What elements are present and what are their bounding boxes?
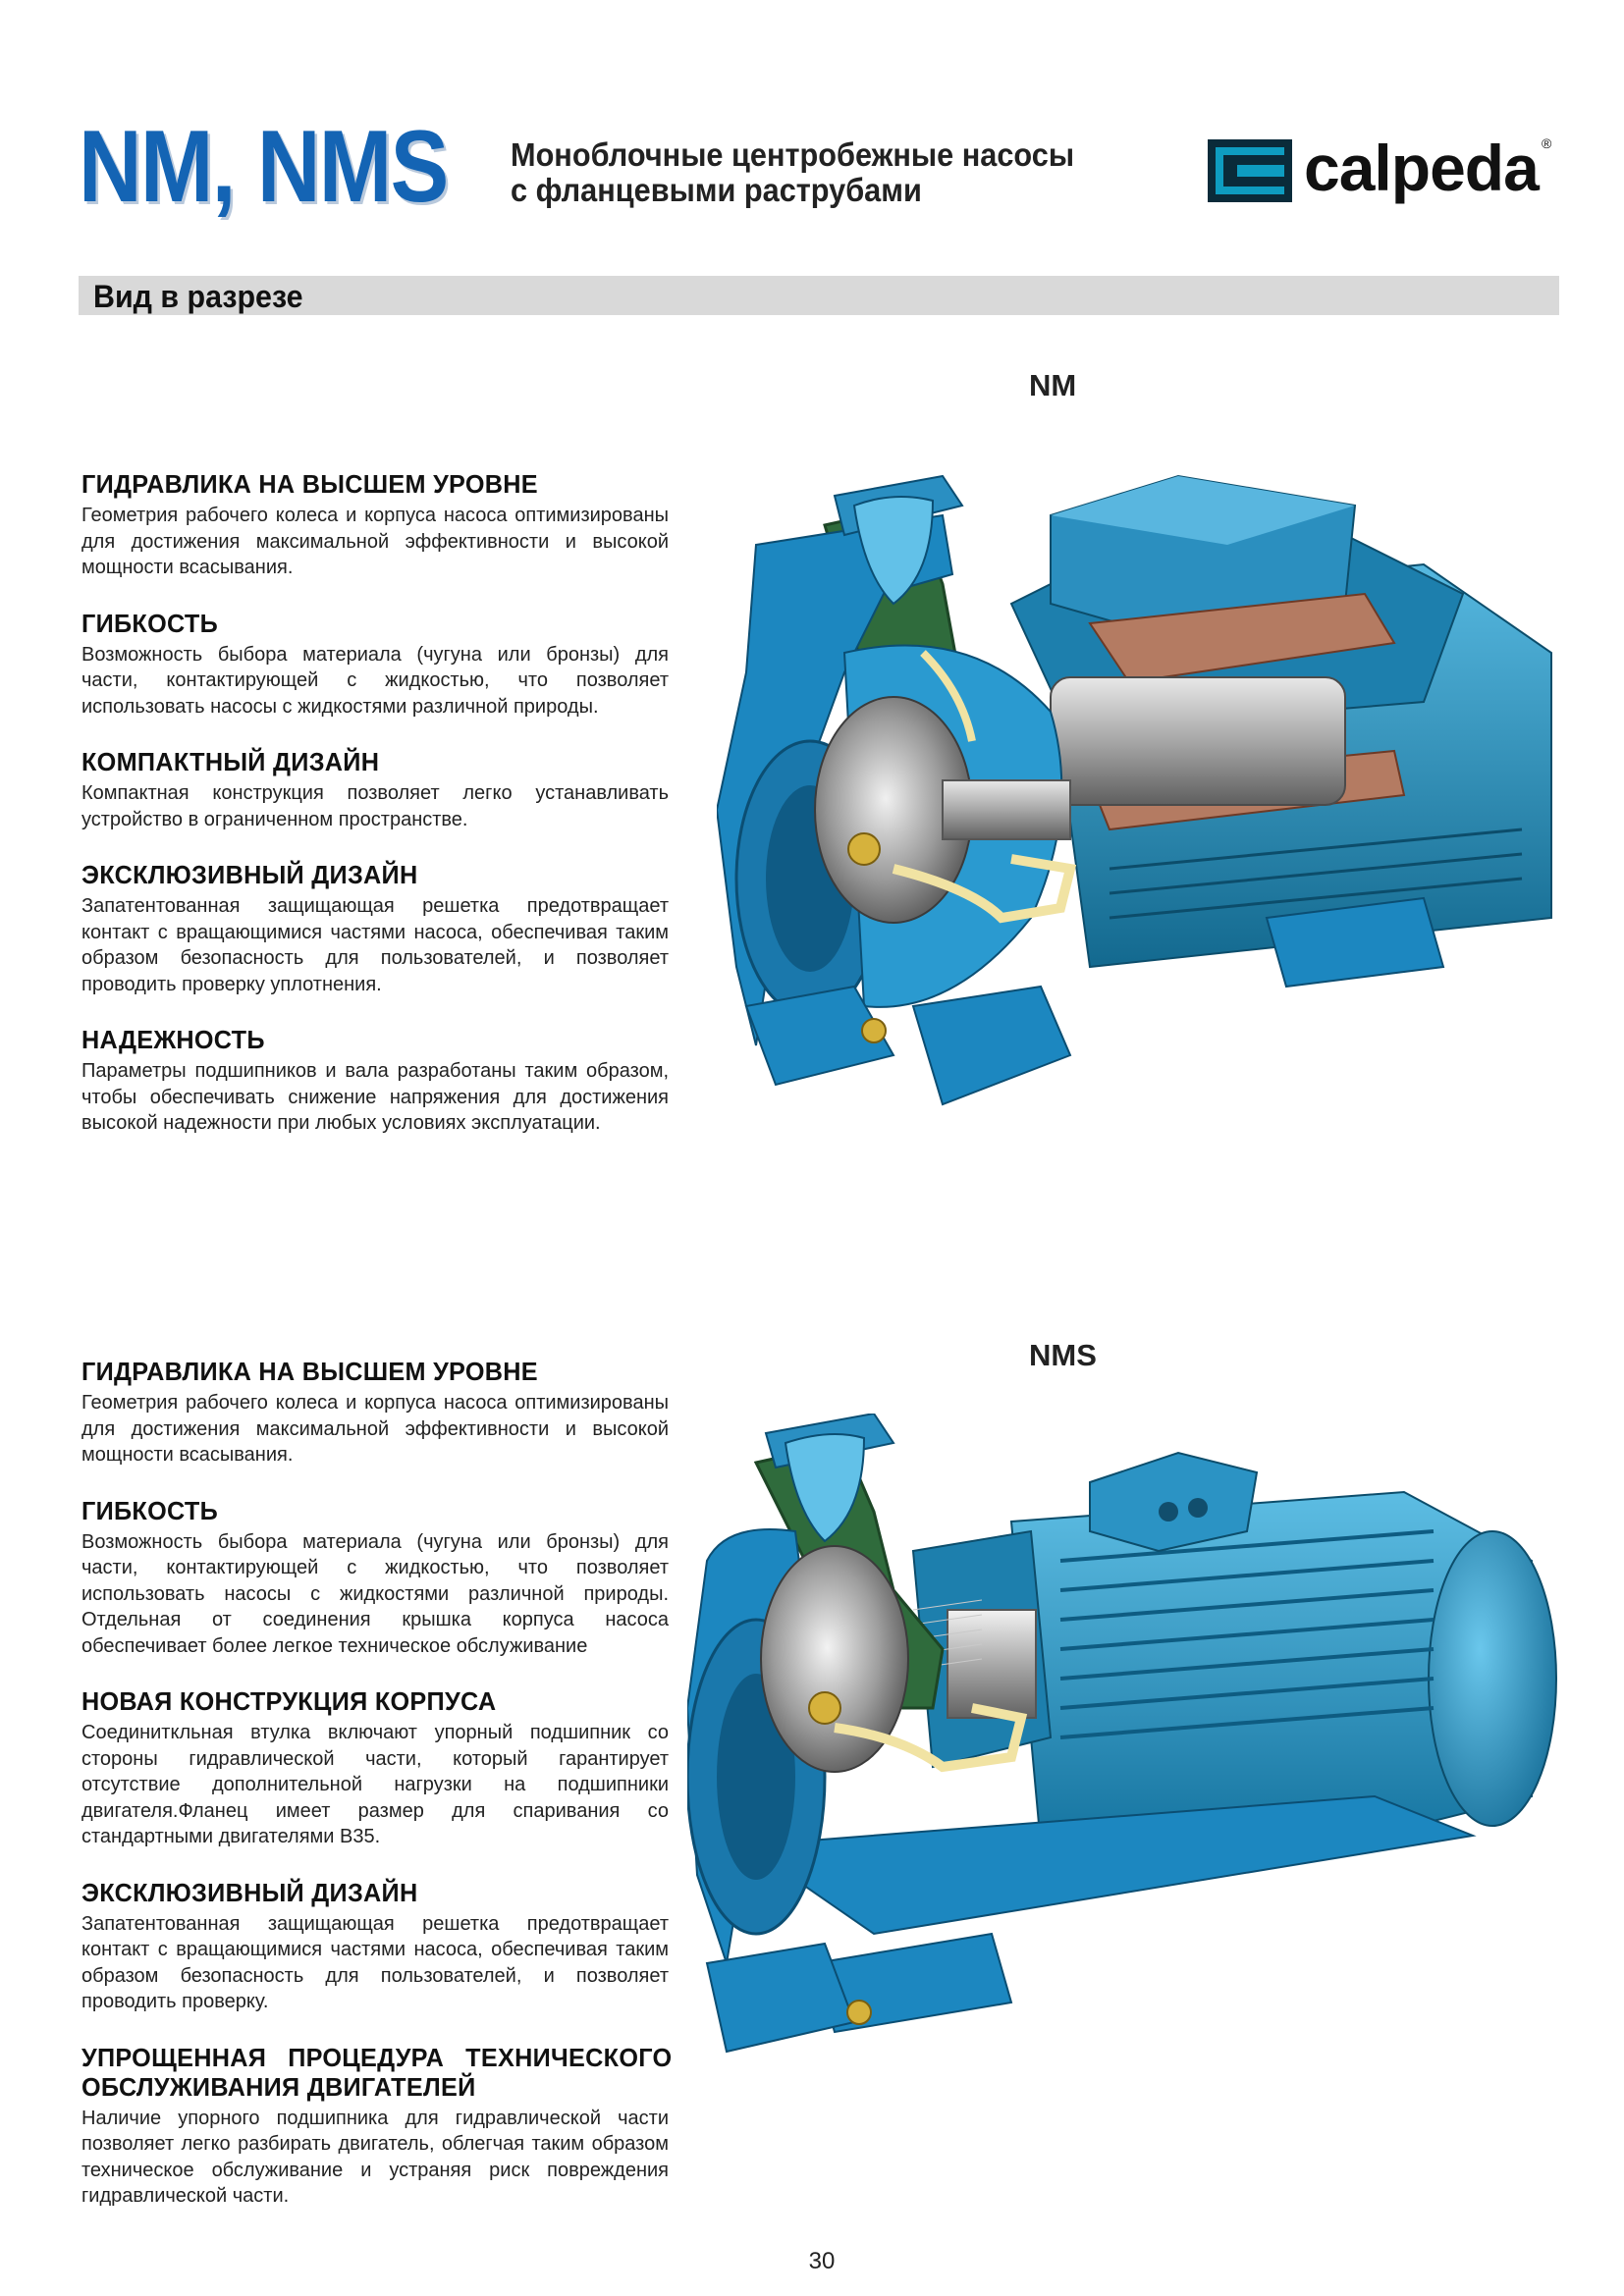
feature-title: ГИБКОСТЬ <box>81 1495 219 1525</box>
feature-title: ЭКСКЛЮЗИВНЫЙ ДИЗАЙН <box>81 1877 418 1907</box>
model-label-nms: NMS <box>1029 1338 1097 1372</box>
feature-exclusive-design <box>81 1878 671 2015</box>
feature-text: Компактная конструкция позволяет легко устанавливать устройство в ограниченном пространстве. <box>81 782 669 830</box>
feature-text: Запатентованная защищающая решетка предотвращает контакт с вращающимися частями насоса, обеспечивая таким образом безопасность для пользователей, и позволяет проводить проверку. <box>81 1912 669 2012</box>
feature-hydraulics <box>81 469 671 581</box>
feature-text: Наличие упорного подшипника для гидравлической части позволяет легко разбирать двигатель, облегчая таким образом техническое обслуживание и устраняя риск повреждения гидравлической части. <box>81 2107 669 2207</box>
feature-compact-design <box>81 747 671 832</box>
feature-title: КОМПАКТНЫЙ ДИЗАЙН <box>81 747 380 776</box>
section-title: Вид в разрезе <box>93 279 303 314</box>
feature-hydraulics <box>81 1357 671 1468</box>
calpeda-logo <box>1208 132 1561 208</box>
feature-text: Геометрия рабочего колеса и корпуса насоса оптимизированы для достижения максимальной эффективности и высокой мощности всасывания. <box>81 1392 669 1466</box>
feature-exclusive-design <box>81 860 671 997</box>
page-number: 30 <box>808 2248 836 2274</box>
brand-title: NM, NMS <box>79 110 448 224</box>
feature-title: УПРОЩЕННАЯ ПРОЦЕДУРА ТЕХНИЧЕСКОГО ОБСЛУЖИВАНИЯ ДВИГАТЕЛЕЙ <box>81 2042 673 2102</box>
nms-pump-cutaway-image <box>687 1414 1561 2120</box>
feature-reliability <box>81 1025 671 1137</box>
feature-flexibility <box>81 1496 671 1660</box>
nms-features <box>81 1357 671 2237</box>
feature-text: Возможность быбора материала (чугуна или бронзы) для части, контактирующей с жидкостью, что позволяет использовать насосы с жидкостями различной природы. Отдельная от соединения крышка корпуса насоса обеспечивает более легкое техническое обслуживание <box>81 1530 669 1657</box>
registered-mark: ® <box>1542 135 1552 151</box>
feature-flexibility <box>81 609 671 721</box>
feature-title: ГИДРАВЛИКА НА ВЫСШЕМ УРОВНЕ <box>81 1357 538 1386</box>
feature-title: ЭКСКЛЮЗИВНЫЙ ДИЗАЙН <box>81 860 418 889</box>
feature-title: ГИБКОСТЬ <box>81 608 219 638</box>
section-header-bar <box>79 276 1559 315</box>
feature-text: Возможность быбора материала (чугуна или бронзы) для части, контактирующей с жидкостью, что позволяет использовать насосы с жидкостями различной природы. <box>81 643 669 718</box>
feature-title: ГИДРАВЛИКА НА ВЫСШЕМ УРОВНЕ <box>81 469 538 499</box>
logo-wordmark: calpeda <box>1304 132 1539 204</box>
feature-text: Соединиткльная втулка включают упорный подшипник со стороны гидравлической части, который гарантирует отсутствие дополнительной нагрузки на подшипники двигателя.Фланец имеет размер для спаривания со стандартными двигателями B35. <box>81 1722 669 1847</box>
feature-title: НАДЕЖНОСТЬ <box>81 1025 265 1054</box>
feature-text: Параметры подшипников и вала разработаны таким образом, чтобы обеспечивать снижение напряжения для достижения высокой надежности при любых условиях эксплуатации. <box>81 1060 669 1134</box>
feature-simplified-maintenance <box>81 2043 671 2210</box>
feature-text: Запатентованная защищающая решетка предотвращает контакт с вращающимися частями насоса, обеспечивая таким образом безопасность для пользователей, и позволяет проводить проверку уплотнения. <box>81 895 669 995</box>
nm-pump-cutaway-image <box>717 456 1561 1144</box>
subtitle-line-1: Моноблочные центробежные насосы <box>511 136 1075 173</box>
calpeda-logo-mark <box>1208 139 1292 202</box>
subtitle-line-2: с фланцевыми раструбами <box>511 172 922 208</box>
model-label-nm: NM <box>1029 368 1077 402</box>
feature-title: НОВАЯ КОНСТРУКЦИЯ КОРПУСА <box>81 1686 497 1716</box>
feature-new-housing-design <box>81 1686 671 1850</box>
page-subtitle <box>511 137 1074 208</box>
feature-text: Геометрия рабочего колеса и корпуса насоса оптимизированы для достижения максимальной эффективности и высокой мощности всасывания. <box>81 505 669 578</box>
nm-features <box>81 469 671 1164</box>
